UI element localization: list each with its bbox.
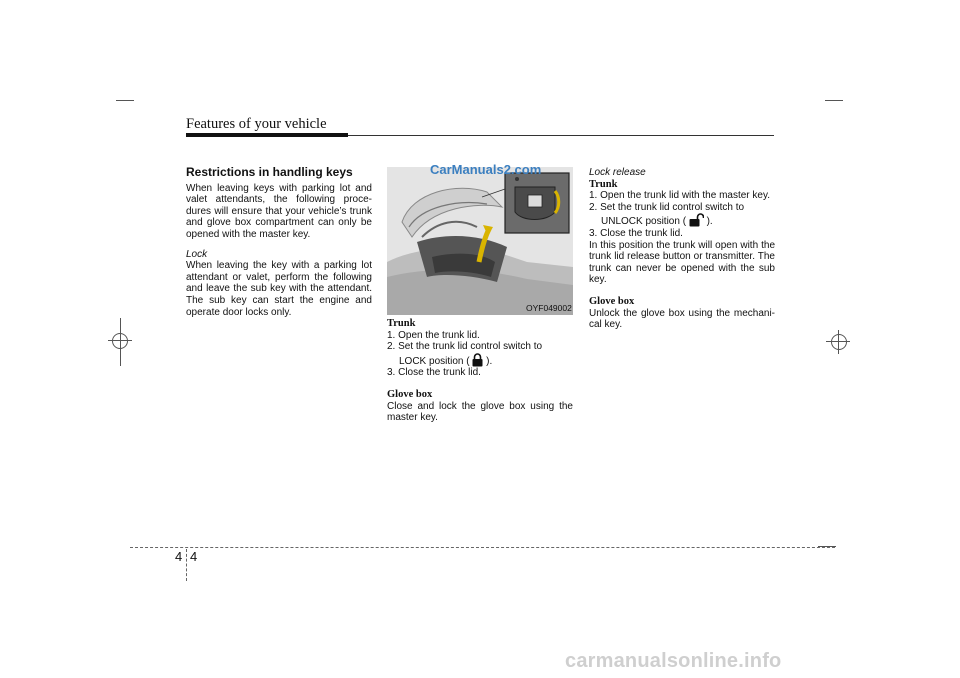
lock-position-text: LOCK position ( [399, 355, 470, 367]
glovebox-paragraph: Close and lock the glove box using the master key. [387, 400, 573, 424]
figure-watermark: CarManuals2.com [430, 162, 542, 177]
crop-mark-top-left [116, 100, 134, 101]
middle-column [387, 318, 573, 424]
lock-paragraph: When leaving the key with a parking lot attendant or valet, perform the following and leave the sub key with the attendant. The sub key can start the engine and operate door locks only. [186, 260, 372, 318]
left-column [186, 167, 372, 318]
release-glovebox-paragraph: Unlock the glove box using the mechani-cal key. [589, 307, 775, 331]
trunk-step-2: 2. Set the trunk lid control switch to [387, 341, 543, 353]
header-rule-thick [186, 133, 348, 137]
trunk-step-3: 3. Close the trunk lid. [387, 367, 481, 379]
site-watermark: carmanualsonline.info [565, 650, 782, 672]
unlock-position-close: ). [706, 216, 713, 228]
trunk-step-2-continued [387, 353, 573, 368]
glovebox-heading: Glove box [387, 388, 433, 400]
lock-release-subheading: Lock release [589, 167, 646, 178]
release-step-2-continued [589, 213, 775, 228]
release-trunk-heading: Trunk [589, 178, 618, 190]
footer-rule [130, 547, 835, 548]
trunk-illustration-svg [387, 167, 573, 315]
release-glovebox-heading: Glove box [589, 295, 635, 307]
crop-mark-top-right [825, 100, 843, 101]
release-step-2: 2. Set the trunk lid control switch to [589, 201, 745, 213]
figure-code: OYF049002 [526, 303, 572, 313]
footer-vertical-rule [186, 549, 187, 581]
trunk-illustration [387, 167, 573, 315]
trunk-step-1: 1. Open the trunk lid. [387, 329, 480, 341]
right-column [589, 167, 775, 331]
page-section-number: 4 [175, 549, 183, 564]
release-note: In this position the trunk will open with the trunk lid release button or transmitter. The trunk can never be opened with the sub key. [589, 239, 775, 286]
section-heading: Restrictions in handling keys [186, 165, 353, 179]
release-step-1: 1. Open the trunk lid with the master key. [589, 190, 771, 202]
lock-subheading: Lock [186, 248, 208, 260]
trunk-heading: Trunk [387, 318, 416, 329]
unlock-position-text: UNLOCK position ( [601, 216, 687, 228]
registration-circle-left [112, 333, 128, 349]
header-rule-thin [348, 135, 774, 136]
registration-circle-right [831, 334, 847, 350]
lock-position-close: ). [486, 355, 493, 367]
intro-paragraph: When leaving keys with parking lot and valet attendants, the following proce-dures will ensure that your vehicle’s trunk and glove box compartment can only be opened with the master key. [186, 182, 372, 240]
lock-closed-icon [472, 353, 483, 367]
lock-open-icon [689, 213, 704, 227]
release-step-3: 3. Close the trunk lid. [589, 227, 683, 239]
page-number: 4 [190, 549, 198, 564]
page-header-title: Features of your vehicle [186, 116, 327, 132]
